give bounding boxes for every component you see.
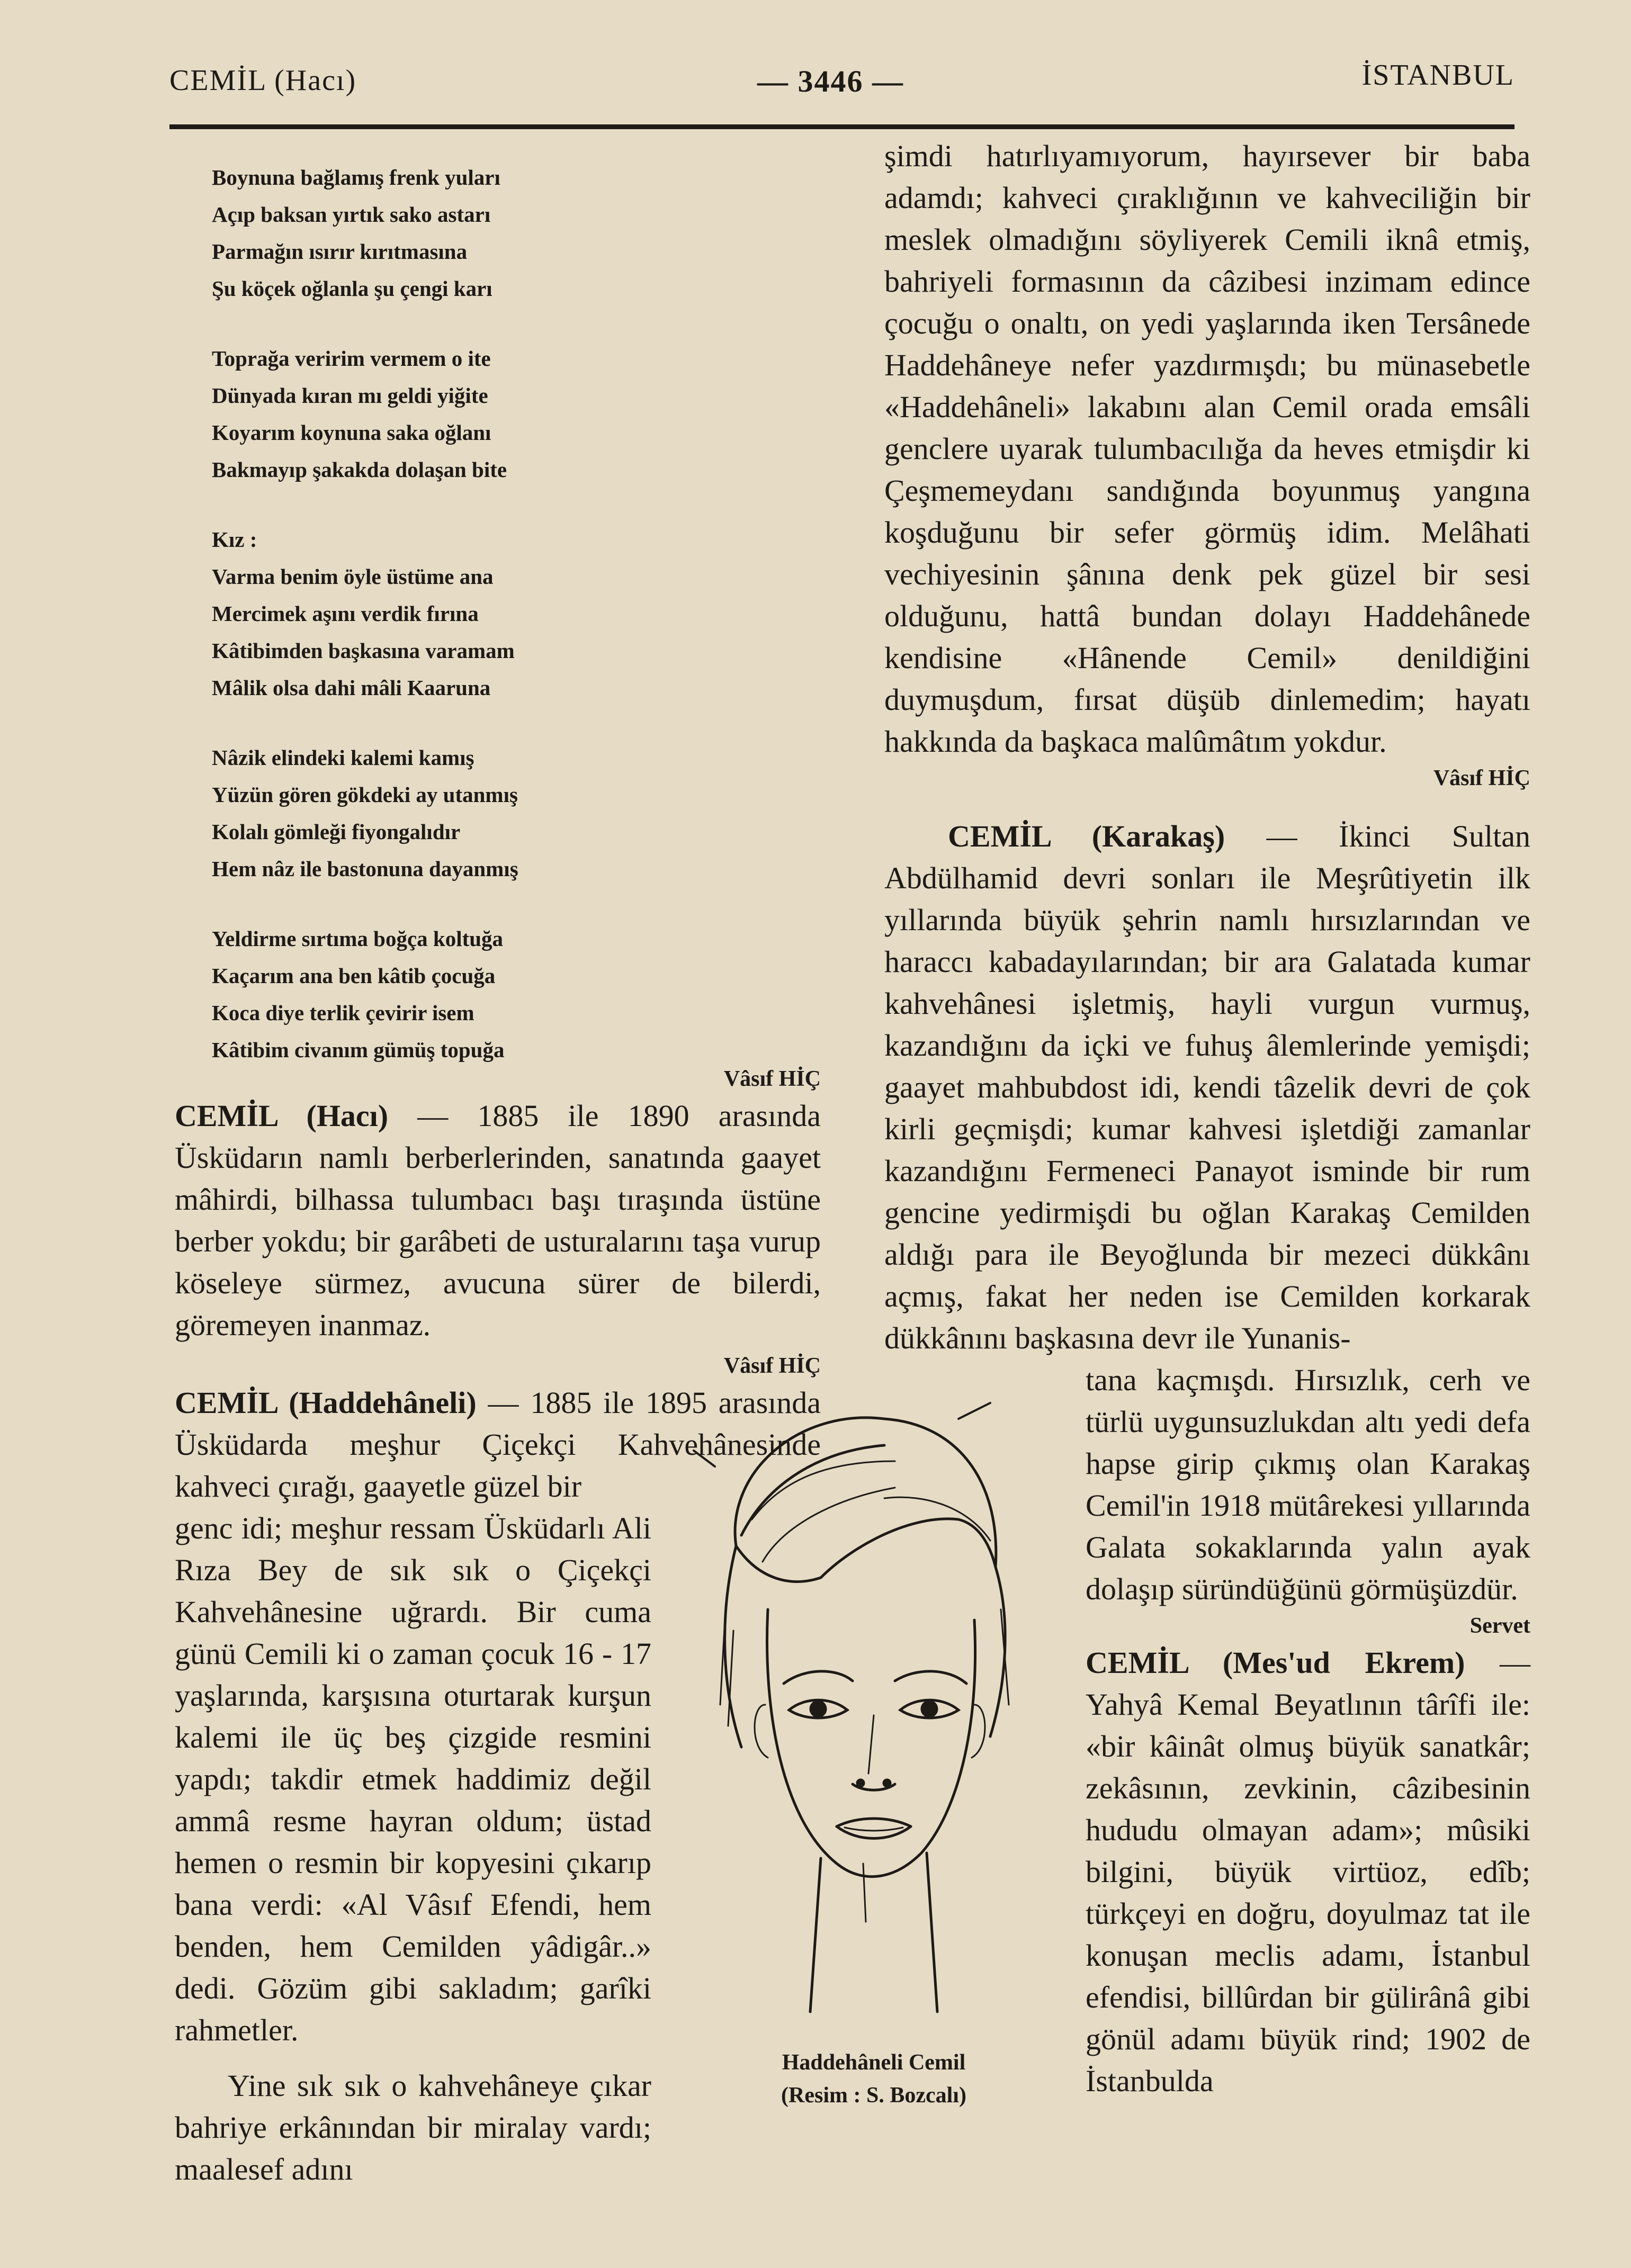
entry-text-narrow: tana kaçmışdı. Hırsızlık, cerh ve türlü uygunsuzlukdan altı yedi defa hapse girip çıkmış olan Karakaş Cemil'in 1918 mütârekesi yıllarında Galata sokaklarında yalın ayak dolaşıp süründüğünü görmüşüzdür.	[1086, 1363, 1530, 1606]
poem-line: Nâzik elindeki kalemi kamış	[212, 745, 474, 770]
poem-line: Kolalı gömleği fiyongalıdır	[212, 820, 461, 844]
caption-credit: (Resim : S. Bozcalı)	[781, 2083, 966, 2108]
poem-line: Mercimek aşını verdik fırına	[212, 601, 479, 626]
poem-speaker-label: Kız :	[212, 527, 257, 552]
entry-signature: Servet	[1469, 1614, 1530, 1638]
caption-title: Haddehâneli Cemil	[782, 2050, 966, 2075]
entry-headword: CEMİL (Karakaş)	[948, 819, 1225, 853]
poem-line: Kaçarım ana ben kâtib çocuğa	[212, 964, 496, 988]
entry-text-wide	[884, 815, 1530, 1359]
poem-line: Parmağın ısırır kırıtmasına	[212, 239, 468, 264]
entry-text: — İkinci Sultan Abdülhamid devri sonları ile Meşrûtiyetin ilk yıllarında büyük şehrin namlı hırsızlarından ve haraccı kabadayılarından; bir ara Galatada kumar kahvehânesi işletmiş, hayli vurgun vurmuş, kazandığını da içki ve fuhuş âlemlerinde yemişdi; gaayet mahbubdost idi, kendi tâzelik devri de çok kirli geçmişdi; kumar kahvesi işletdiği zamanlar kazandığını Fermeneci Panayot isminde bir rum gencine yedirmişdi bu oğlan Karakaş Cemilden aldığı para ile Beyoğlunda bir mezeci dükkânı açmış, fakat her neden ise Cemilden korkarak dükkânını başkasına devr ile Yunanis-	[884, 819, 1531, 1355]
poem-line: Bakmayıp şakakda dolaşan bite	[212, 457, 507, 482]
poem-line: Şu köçek oğlanla şu çengi karı	[212, 276, 492, 301]
poem-line: Koyarım koynuna saka oğlanı	[212, 420, 491, 445]
folk-poem	[175, 159, 821, 1068]
poem-line: Açıp baksan yırtık sako astarı	[212, 202, 491, 227]
running-head-volume: İSTANBUL	[1361, 59, 1514, 92]
poem-line: Kâtibim civanım gümüş topuğa	[212, 1038, 505, 1062]
running-head-entry: CEMİL (Hacı)	[169, 64, 357, 97]
poem-line: Boynuna bağlamış frenk yuları	[212, 165, 500, 190]
entry-signature: Vâsıf HİÇ	[1433, 766, 1530, 790]
poem-line: Toprağa veririm vermem o ite	[212, 346, 491, 371]
poem-signature: Vâsıf HİÇ	[723, 1067, 821, 1091]
poem-line: Koca diye terlik çevirir isem	[212, 1001, 474, 1025]
entry-text: — Yahyâ Kemal Beyatlının târîfi ile: «bir kâinât olmuş büyük sanatkâr; zekâsının, zevkinin, câzibesinin hududu olmayan adam»; mûsiki bilgini, büyük virtüoz, edîb; türkçeyi en doğru, doyulmaz tat ile konuşan meclis adamı, İstanbul efendisi, billûrdan bir gülirânâ gibi gönül adamı büyük rind; 1902 de İstanbulda	[1086, 1645, 1531, 2098]
poem-stanza	[212, 920, 821, 1068]
header-rule	[169, 124, 1514, 129]
poem-stanza	[212, 739, 821, 887]
page-number: — 3446 —	[757, 64, 904, 98]
poem-line: Mâlik olsa dahi mâli Kaaruna	[212, 676, 491, 700]
entry-cemil-mesud-ekrem	[1086, 1642, 1530, 2102]
poem-line: Kâtibimden başkasına varamam	[212, 638, 515, 663]
entry-text-narrow: genc idi; meşhur ressam Üsküdarlı Ali Rıza Bey de sık sık o Çiçekçi Kahvehânesine uğrardı. Bir cuma günü Cemili ki o zaman çocuk 16 - 17 yaşlarında, karşısına oturtarak kurşun kalemi ile üç beş çizgide resmini yapdı; takdir etmek haddimiz değil ammâ resme hayran oldum; üstad hemen o resmin bir kopyesini çıkarıp bana verdi: «Al Vâsıf Efendi, hem benden, hem Cemilden yâdigâr..» dedi. Gözüm gibi sakladım; garîki rahmetler.	[175, 1511, 651, 2047]
entry-headword: CEMİL (Hacı)	[175, 1099, 389, 1133]
entry-text: — 1885 ile 1890 arasında Üsküdarın namlı berberlerinden, sanatında gaayet mâhirdi, bilhassa tulumbacı başı tıraşında üstüne berber yokdu; bir garâbeti de usturalarını taşa vurup köseleye sürmez, avucuna sürer de bilerdi, göremeyen inanmaz.	[175, 1099, 821, 1342]
entry-cemil-karakas	[884, 815, 1530, 1610]
right-column	[884, 135, 1530, 2102]
entry-cemil-haddehaneli-continued: şimdi hatırlıyamıyorum, hayırsever bir baba adamdı; kahveci çıraklığının ve kahveciliğin bir meslek olmadığını söyliyerek Cemili iknâ etmiş, bahriyeli formasının da câzibesi inzimam edince çocuğu o onaltı, on yedi yaşlarında iken Tersânede Haddehâneye nefer yazdırmışdı; bu münasebetle «Haddehâneli» lakabını alan Cemil orada emsâli genclere uyarak tulumbacılığa da heves etmişdir ki Çeşmemeydanı sandığında boyunmuş yangına koşduğunu bir sefer görmüş idim. Melâhati vechiyesinin şânına denk pek güzel bir sesi olduğunu, hattâ bundan dolayı Haddehânede kendisine «Hânende Cemil» denildiğini duymuşdum, fırsat düşüb dinlemedim; hayatı hakkında da başkaca malûmâtım yokdur.	[884, 139, 1530, 759]
poem-line: Hem nâz ile bastonuna dayanmış	[212, 857, 518, 881]
poem-stanza	[212, 159, 821, 307]
poem-line: Yeldirme sırtıma boğça koltuğa	[212, 926, 504, 951]
poem-line: Yüzün gören gökdeki ay utanmış	[212, 782, 518, 807]
entry-headword: CEMİL (Mes'ud Ekrem)	[1086, 1645, 1465, 1680]
poem-stanza	[212, 521, 821, 706]
entry-cemil-haci	[175, 1095, 821, 1346]
poem-line: Dünyada kıran mı geldi yiğite	[212, 383, 488, 408]
entry-text-continued: Yine sık sık o kahvehâneye çıkar bahriye erkânından bir miralay vardı; maalesef adını	[175, 2068, 651, 2186]
entry-headword: CEMİL (Haddehâneli)	[175, 1385, 477, 1420]
entry-signature: Vâsıf HİÇ	[723, 1354, 821, 1378]
entry-text: — 1885 ile 1895 arasında Üsküdarda meşhur Çiçekçi Kahvehânesinde kahveci çırağı, gaayetle güzel bir	[175, 1385, 821, 1504]
poem-stanza	[212, 340, 821, 488]
poem-line: Varma benim öyle üstüme ana	[212, 564, 494, 589]
